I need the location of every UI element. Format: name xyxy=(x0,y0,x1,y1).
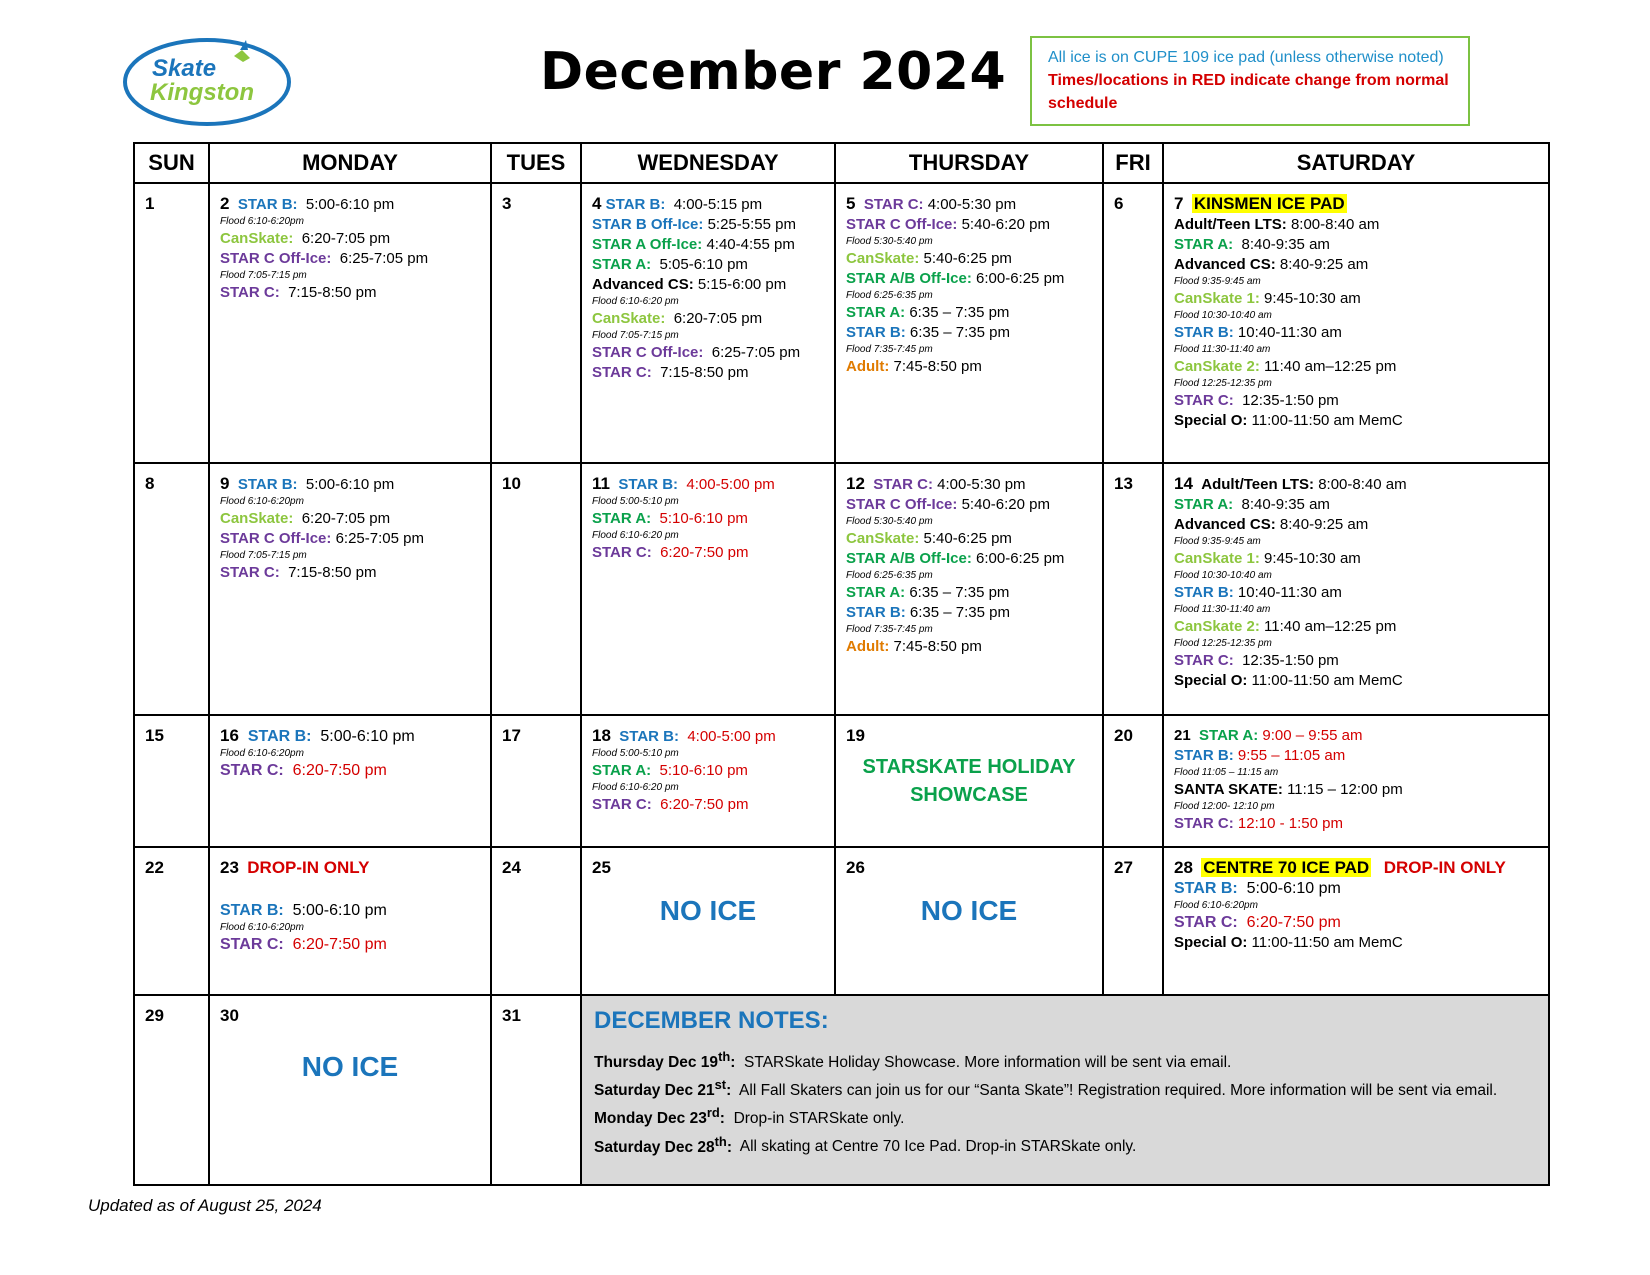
day-cell xyxy=(1163,715,1549,847)
session-time-changed: 5:10-6:10 pm xyxy=(659,762,748,779)
session-label: STAR C Off-Ice: xyxy=(220,250,332,267)
session-label: STAR B: xyxy=(619,728,679,745)
session-time: 6:20-7:05 pm xyxy=(301,230,391,247)
note-date-suffix: th xyxy=(718,1049,731,1064)
day-cell xyxy=(1163,847,1549,995)
session-time: 8:40-9:35 am xyxy=(1241,236,1330,253)
note-item: Monday Dec 23rd: Drop-in STARSkate only. xyxy=(594,1105,905,1128)
session-time: 6:20-7:05 pm xyxy=(673,310,763,327)
day-cell xyxy=(1103,847,1163,995)
note-text: All Fall Skaters can join us for our “Santa Skate”! Registration required. More information will be sent via email. xyxy=(739,1082,1498,1100)
session-time: 7:15-8:50 pm xyxy=(288,284,377,301)
session-label: STAR C Off-Ice: xyxy=(220,530,332,547)
header-monday: MONDAY xyxy=(209,143,491,183)
session-label: CanSkate 2: xyxy=(1174,358,1260,375)
updated-date: Updated as of August 25, 2024 xyxy=(88,1196,322,1215)
session-label: STAR C: xyxy=(592,796,652,813)
flood-time: Flood 6:10-6:20 pm xyxy=(592,782,679,793)
session-label: STAR B: xyxy=(1174,324,1234,341)
day-number: 7 xyxy=(1174,194,1184,213)
session-label: STAR C: xyxy=(592,364,652,381)
flood-time: Flood 11:05 – 11:15 am xyxy=(1174,767,1279,778)
day-number: 31 xyxy=(502,1006,521,1025)
day-cell xyxy=(209,995,491,1185)
day-cell xyxy=(835,183,1103,463)
session-time: 5:40-6:20 pm xyxy=(961,216,1050,233)
drop-in-only-label: DROP-IN ONLY xyxy=(1383,858,1506,877)
day-number: 9 xyxy=(220,474,230,493)
page-title: December 2024 xyxy=(540,42,1007,102)
session-time: 6:35 – 7:35 pm xyxy=(909,304,1010,321)
header-tues: TUES xyxy=(491,143,581,183)
day-number: 16 xyxy=(220,726,239,745)
day-cell xyxy=(581,715,835,847)
session-label: CanSkate 1: xyxy=(1174,550,1260,567)
day-number: 1 xyxy=(145,194,155,213)
day-cell xyxy=(835,715,1103,847)
session-time: 6:25-7:05 pm xyxy=(335,530,424,547)
session-label: STAR C: xyxy=(1174,652,1234,669)
week-row-2 xyxy=(134,463,1549,715)
session-label: STAR A: xyxy=(592,510,652,527)
session-time: 7:45-8:50 pm xyxy=(893,638,982,655)
flood-time: Flood 5:00-5:10 pm xyxy=(592,748,679,759)
session-label: STAR C: xyxy=(1174,914,1238,931)
session-time-changed: 6:20-7:50 pm xyxy=(1246,914,1341,931)
flood-time: Flood 11:30-11:40 am xyxy=(1174,604,1271,615)
session-time-changed: 4:00-5:00 pm xyxy=(686,476,775,493)
day-cell xyxy=(1103,463,1163,715)
week-row-4 xyxy=(134,847,1549,995)
drop-in-only-label: DROP-IN ONLY xyxy=(247,858,370,877)
flood-time: Flood 5:00-5:10 pm xyxy=(592,496,679,507)
session-time: 5:40-6:20 pm xyxy=(961,496,1050,513)
session-time: 11:00-11:50 am MemC xyxy=(1251,672,1403,689)
flood-time: Flood 6:10-6:20pm xyxy=(1174,900,1258,911)
header-sun: SUN xyxy=(134,143,209,183)
no-ice-label: NO ICE xyxy=(659,895,757,926)
session-time: 11:40 am–12:25 pm xyxy=(1264,618,1397,635)
session-time-changed: 9:55 – 11:05 am xyxy=(1237,747,1346,764)
session-time: 7:15-8:50 pm xyxy=(288,564,377,581)
flood-time: Flood 10:30-10:40 am xyxy=(1174,570,1272,581)
flood-time: Flood 6:10-6:20 pm xyxy=(592,530,679,541)
session-time: 9:45-10:30 am xyxy=(1264,550,1361,567)
session-time: 5:00-6:10 pm xyxy=(1246,880,1341,897)
weekday-header-row xyxy=(134,143,1549,183)
session-time: 4:00-5:30 pm xyxy=(927,196,1017,213)
day-cell xyxy=(1103,183,1163,463)
day-number: 27 xyxy=(1114,858,1133,877)
session-time-changed: 6:20-7:50 pm xyxy=(292,762,387,779)
day-cell xyxy=(209,183,491,463)
session-time: 6:25-7:05 pm xyxy=(339,250,429,267)
session-time: 4:00-5:15 pm xyxy=(673,196,763,213)
header-thursday: THURSDAY xyxy=(835,143,1103,183)
flood-time: Flood 6:25-6:35 pm xyxy=(846,290,933,301)
session-time: 4:00-5:30 pm xyxy=(937,476,1026,493)
session-label: STAR C: xyxy=(220,762,284,779)
session-label: STAR A: xyxy=(592,762,652,779)
session-label: STAR C Off-Ice: xyxy=(846,216,958,233)
day-number: 5 xyxy=(846,194,856,213)
note-date: Thursday Dec 19 xyxy=(594,1054,719,1072)
session-label: CanSkate: xyxy=(220,510,294,527)
session-label: Special O: xyxy=(1174,672,1248,689)
header-wednesday: WEDNESDAY xyxy=(581,143,835,183)
day-cell xyxy=(209,847,491,995)
session-label: Advanced CS: xyxy=(592,276,694,293)
day-number: 15 xyxy=(145,726,164,745)
day-number: 21 xyxy=(1174,727,1191,744)
session-label: CanSkate: xyxy=(846,250,920,267)
session-time: 11:40 am–12:25 pm xyxy=(1264,358,1397,375)
session-label: CanSkate 2: xyxy=(1174,618,1260,635)
session-time-changed: 6:20-7:50 pm xyxy=(660,544,749,561)
day-cell xyxy=(491,995,581,1185)
session-time: 8:00-8:40 am xyxy=(1290,216,1380,233)
session-time: 5:00-6:10 pm xyxy=(320,728,415,745)
session-time: 5:40-6:25 pm xyxy=(923,530,1012,547)
day-number: 19 xyxy=(846,726,865,745)
session-label: CanSkate: xyxy=(846,530,920,547)
day-number: 2 xyxy=(220,194,230,213)
day-number: 10 xyxy=(502,474,521,493)
session-time: 11:00-11:50 am MemC xyxy=(1251,412,1403,429)
session-label: STAR B: xyxy=(846,604,906,621)
session-time: 5:00-6:10 pm xyxy=(305,476,395,493)
day-number: 18 xyxy=(592,726,611,745)
day-number: 24 xyxy=(502,858,521,877)
flood-time: Flood 6:10-6:20pm xyxy=(220,748,304,759)
week-row-5 xyxy=(134,995,1549,1185)
session-label: STAR B: xyxy=(618,476,679,493)
day-cell xyxy=(491,463,581,715)
session-label: STAR B: xyxy=(1174,747,1234,764)
session-time: 8:40-9:35 am xyxy=(1241,496,1330,513)
session-time: 7:15-8:50 pm xyxy=(660,364,749,381)
session-label: STAR C Off-Ice: xyxy=(592,344,704,361)
session-label: STAR B: xyxy=(247,728,312,745)
flood-time: Flood 6:10-6:20pm xyxy=(220,922,304,933)
flood-time: Flood 7:05-7:15 pm xyxy=(220,550,307,561)
session-label: CanSkate: xyxy=(220,230,294,247)
day-cell xyxy=(209,715,491,847)
session-time: 5:40-6:25 pm xyxy=(923,250,1012,267)
session-label: Special O: xyxy=(1174,934,1248,951)
december-notes-panel xyxy=(581,995,1549,1185)
event-line: STARSKATE HOLIDAY xyxy=(862,756,1076,778)
day-cell xyxy=(209,463,491,715)
ice-pad-highlight: CENTRE 70 ICE PAD xyxy=(1203,858,1370,877)
session-time: 4:40-4:55 pm xyxy=(706,236,795,253)
day-cell xyxy=(134,463,209,715)
session-label: STAR B: xyxy=(1174,880,1238,897)
session-time-changed: 5:10-6:10 pm xyxy=(659,510,748,527)
session-label: STAR B: xyxy=(605,196,666,213)
flood-time: Flood 7:35-7:45 pm xyxy=(846,344,933,355)
holiday-showcase-event xyxy=(846,753,1092,809)
flood-time: Flood 6:10-6:20pm xyxy=(220,496,304,507)
session-time-changed: 4:00-5:00 pm xyxy=(687,728,776,745)
day-cell xyxy=(134,183,209,463)
session-time: 11:00-11:50 am MemC xyxy=(1251,934,1403,951)
day-cell xyxy=(1103,715,1163,847)
session-time: 10:40-11:30 am xyxy=(1237,584,1342,601)
skate-kingston-logo xyxy=(122,36,292,128)
session-time: 12:35-1:50 pm xyxy=(1242,392,1339,409)
day-number: 4 xyxy=(592,194,602,213)
day-cell xyxy=(134,715,209,847)
session-label: STAR B: xyxy=(846,324,906,341)
flood-time: Flood 12:25-12:35 pm xyxy=(1174,378,1272,389)
header-fri: FRI xyxy=(1103,143,1163,183)
session-label: STAR B: xyxy=(220,902,284,919)
session-label: Adult/Teen LTS: xyxy=(1174,216,1287,233)
day-number: 23 xyxy=(220,858,239,877)
note-text: STARSkate Holiday Showcase. More information will be sent via email. xyxy=(744,1054,1232,1072)
session-time: 10:40-11:30 am xyxy=(1237,324,1342,341)
day-number: 17 xyxy=(502,726,521,745)
session-label: STAR C Off-Ice: xyxy=(846,496,958,513)
flood-time: Flood 5:30-5:40 pm xyxy=(846,236,933,247)
day-cell xyxy=(835,463,1103,715)
note-text: All skating at Centre 70 Ice Pad. Drop-in STARSkate only. xyxy=(739,1138,1137,1156)
session-time: 6:25-7:05 pm xyxy=(711,344,801,361)
session-label: STAR A: xyxy=(1174,236,1234,253)
day-number: 28 xyxy=(1174,858,1193,877)
day-cell xyxy=(134,847,209,995)
session-time: 5:05-6:10 pm xyxy=(659,256,748,273)
flood-time: Flood 6:25-6:35 pm xyxy=(846,570,933,581)
day-number: 13 xyxy=(1114,474,1133,493)
session-time: 8:00-8:40 am xyxy=(1318,476,1407,493)
event-line: SHOWCASE xyxy=(910,784,1028,806)
day-number: 11 xyxy=(592,474,610,493)
session-time-changed: 6:20-7:50 pm xyxy=(292,936,387,953)
note-date-suffix: th xyxy=(714,1133,727,1149)
day-cell xyxy=(491,847,581,995)
session-label: STAR C: xyxy=(220,284,280,301)
note-item: Saturday Dec 21st: All Fall Skaters can join us for our “Santa Skate”! Registration required. More information will be sent via email. xyxy=(594,1077,1498,1100)
note-date-suffix: rd xyxy=(706,1105,720,1121)
session-time: 8:40-9:25 am xyxy=(1279,516,1369,533)
session-label: STAR B: xyxy=(1174,584,1234,601)
session-time: 5:00-6:10 pm xyxy=(292,902,387,919)
day-number: 30 xyxy=(220,1006,239,1025)
day-number: 22 xyxy=(145,858,164,877)
session-time: 12:35-1:50 pm xyxy=(1242,652,1339,669)
session-label: Adult: xyxy=(846,638,890,655)
session-time: 6:35 – 7:35 pm xyxy=(909,604,1010,621)
flood-time: Flood 9:35-9:45 am xyxy=(1174,276,1261,287)
notes-title: DECEMBER NOTES: xyxy=(594,1007,829,1034)
session-label: STAR B: xyxy=(237,476,298,493)
note-date: Monday Dec 23 xyxy=(594,1110,707,1128)
session-label: Adult: xyxy=(846,358,890,375)
session-time: 8:40-9:25 am xyxy=(1279,256,1369,273)
session-label: STAR A Off-Ice: xyxy=(592,236,703,253)
session-label: Advanced CS: xyxy=(1174,256,1276,273)
session-label: STAR C: xyxy=(592,544,652,561)
session-label: STAR C: xyxy=(220,564,280,581)
flood-time: Flood 9:35-9:45 am xyxy=(1174,536,1261,547)
day-cell xyxy=(581,183,835,463)
session-time-changed: 9:00 – 9:55 am xyxy=(1262,727,1363,744)
session-label: SANTA SKATE: xyxy=(1174,781,1283,798)
session-time: 9:45-10:30 am xyxy=(1264,290,1361,307)
session-label: STAR A: xyxy=(846,584,906,601)
day-number: 20 xyxy=(1114,726,1133,745)
flood-time: Flood 11:30-11:40 am xyxy=(1174,344,1271,355)
schedule-notice xyxy=(1030,36,1470,126)
day-number: 26 xyxy=(846,858,865,877)
day-cell xyxy=(491,183,581,463)
day-number: 12 xyxy=(846,474,865,493)
session-label: STAR C: xyxy=(1174,815,1234,832)
day-number: 8 xyxy=(145,474,155,493)
note-item: Thursday Dec 19th: STARSkate Holiday Showcase. More information will be sent via email. xyxy=(594,1049,1232,1072)
day-number: 29 xyxy=(145,1006,164,1025)
ice-pad-highlight: KINSMEN ICE PAD xyxy=(1193,194,1345,213)
day-number: 25 xyxy=(592,858,611,877)
day-number: 14 xyxy=(1174,474,1193,493)
header-saturday: SATURDAY xyxy=(1163,143,1549,183)
session-time: 6:00-6:25 pm xyxy=(976,270,1065,287)
week-row-3 xyxy=(134,715,1549,847)
notice-line-red-changes: Times/locations in RED indicate change from normal schedule xyxy=(1048,72,1449,112)
session-time-changed: 12:10 - 1:50 pm xyxy=(1237,815,1343,832)
note-date-suffix: st xyxy=(714,1077,727,1093)
flood-time: Flood 10:30-10:40 am xyxy=(1174,310,1272,321)
week-row-1 xyxy=(134,183,1549,463)
day-cell xyxy=(835,847,1103,995)
session-label: CanSkate: xyxy=(592,310,666,327)
session-time: 5:15-6:00 pm xyxy=(697,276,787,293)
note-item: Saturday Dec 28th: All skating at Centre 70 Ice Pad. Drop-in STARSkate only. xyxy=(594,1133,1137,1156)
session-label: STAR B: xyxy=(237,196,298,213)
session-label: STAR C: xyxy=(863,196,924,213)
session-label: STAR B Off-Ice: xyxy=(592,216,704,233)
svg-text:Skate: Skate xyxy=(152,55,217,82)
session-time: 5:25-5:55 pm xyxy=(707,216,796,233)
session-label: STAR A: xyxy=(592,256,652,273)
note-date: Saturday Dec 21 xyxy=(594,1082,715,1100)
day-number: 3 xyxy=(502,194,512,213)
note-text: Drop-in STARSkate only. xyxy=(733,1110,905,1128)
session-label: Adult/Teen LTS: xyxy=(1201,476,1315,493)
note-date: Saturday Dec 28 xyxy=(594,1138,715,1156)
session-label: STAR A: xyxy=(846,304,906,321)
day-cell xyxy=(1163,463,1549,715)
session-label: STAR C: xyxy=(873,476,933,493)
flood-time: Flood 6:10-6:20pm xyxy=(220,216,304,227)
day-cell xyxy=(581,847,835,995)
session-time-changed: 6:20-7:50 pm xyxy=(660,796,749,813)
session-label: STAR C: xyxy=(220,936,284,953)
session-time: 5:00-6:10 pm xyxy=(305,196,395,213)
flood-time: Flood 7:05-7:15 pm xyxy=(220,270,307,281)
session-label: CanSkate 1: xyxy=(1174,290,1260,307)
calendar-grid xyxy=(133,142,1550,1186)
svg-text:Kingston: Kingston xyxy=(150,79,254,106)
flood-time: Flood 12:00- 12:10 pm xyxy=(1174,801,1275,812)
session-time: 11:15 – 12:00 pm xyxy=(1287,781,1403,798)
flood-time: Flood 5:30-5:40 pm xyxy=(846,516,933,527)
session-label: STAR A: xyxy=(1174,496,1234,513)
day-cell xyxy=(1163,183,1549,463)
day-cell xyxy=(491,715,581,847)
session-time: 7:45-8:50 pm xyxy=(893,358,982,375)
flood-time: Flood 12:25-12:35 pm xyxy=(1174,638,1272,649)
flood-time: Flood 6:10-6:20 pm xyxy=(592,296,679,307)
day-cell xyxy=(581,463,835,715)
session-label: STAR A: xyxy=(1199,727,1259,744)
session-time: 6:35 – 7:35 pm xyxy=(909,324,1010,341)
session-label: STAR C: xyxy=(1174,392,1234,409)
no-ice-label: NO ICE xyxy=(920,895,1018,926)
flood-time: Flood 7:05-7:15 pm xyxy=(592,330,679,341)
no-ice-label: NO ICE xyxy=(301,1051,399,1082)
session-time: 6:35 – 7:35 pm xyxy=(909,584,1010,601)
session-time: 6:20-7:05 pm xyxy=(301,510,391,527)
notice-line-ice-pad: All ice is on CUPE 109 ice pad (unless otherwise noted) xyxy=(1048,49,1444,66)
session-label: Special O: xyxy=(1174,412,1248,429)
session-label: Advanced CS: xyxy=(1174,516,1276,533)
session-label: STAR A/B Off-Ice: xyxy=(846,550,972,567)
session-time: 6:00-6:25 pm xyxy=(976,550,1065,567)
session-label: STAR A/B Off-Ice: xyxy=(846,270,972,287)
day-number: 6 xyxy=(1114,194,1124,213)
day-cell xyxy=(134,995,209,1185)
flood-time: Flood 7:35-7:45 pm xyxy=(846,624,933,635)
